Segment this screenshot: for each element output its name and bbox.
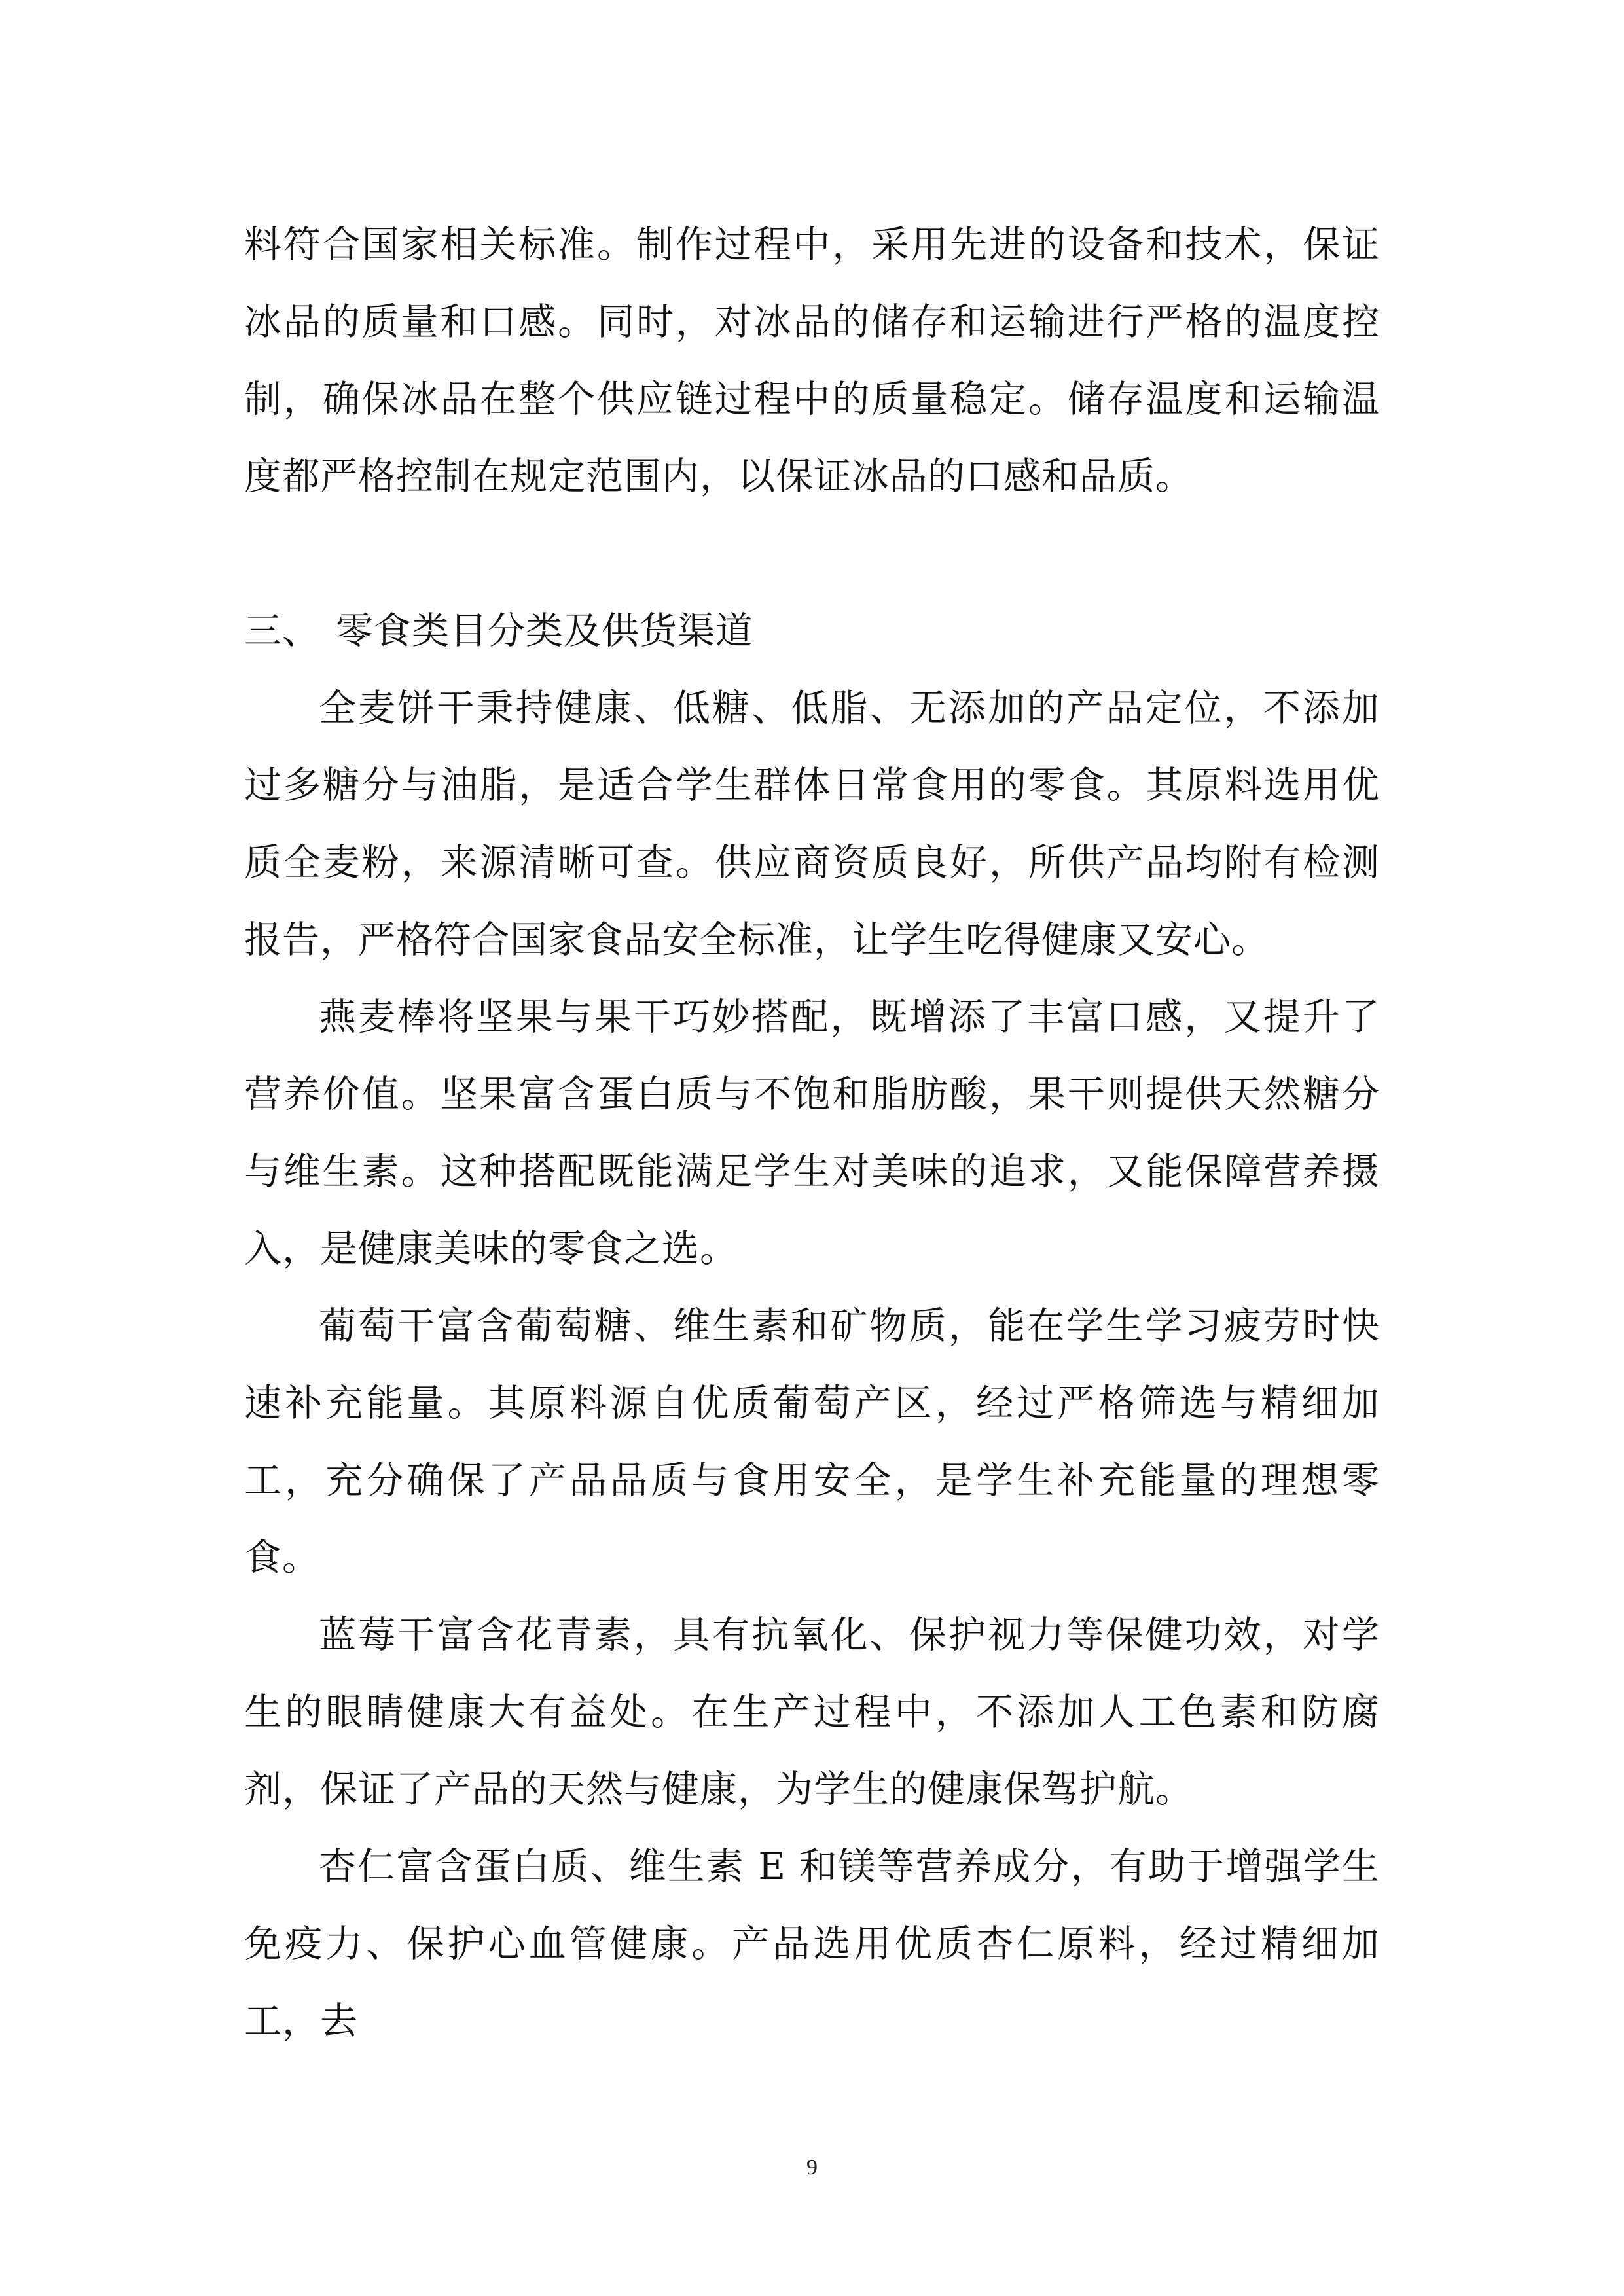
body-text: [244, 206, 1380, 2060]
section-heading: [244, 592, 1380, 670]
paragraph-raisin: 葡萄干富含葡萄糖、维生素和矿物质，能在学生学习疲劳时快速补充能量。其原料源自优质葡萄产区，经过严格筛选与精细加工，充分确保了产品品质与食用安全，是学生补充能量的理想零食。: [244, 1304, 1380, 1579]
section-title: 零食类目分类及供货渠道: [336, 609, 753, 653]
paragraph-whole-wheat-biscuit: 全麦饼干秉持健康、低糖、低脂、无添加的产品定位，不添加过多糖分与油脂，是适合学生群体日常食用的零食。其原料选用优质全麦粉，来源清晰可查。供应商资质良好，所供产品均附有检测报告，严格符合国家食品安全标准，让学生吃得健康又安心。: [244, 687, 1380, 961]
paragraph-oat-bar: 燕麦棒将坚果与果干巧妙搭配，既增添了丰富口感，又提升了营养价值。坚果富含蛋白质与不饱和脂肪酸，果干则提供天然糖分与维生素。这种搭配既能满足学生对美味的追求，又能保障营养摄入，是健康美味的零食之选。: [244, 996, 1380, 1270]
page-number: 9: [806, 2155, 818, 2179]
paragraph-dried-blueberry: 蓝莓干富含花青素，具有抗氧化、保护视力等保健功效，对学生的眼睛健康大有益处。在生产过程中，不添加人工色素和防腐剂，保证了产品的天然与健康，为学生的健康保驾护航。: [244, 1613, 1380, 1811]
paragraph-almond: 杏仁富含蛋白质、维生素 E 和镁等营养成分，有助于增强学生免疫力、保护心血管健康。产品选用优质杏仁原料，经过精细加工，去: [244, 1845, 1380, 2043]
section-spacer: [244, 515, 1380, 592]
paragraph-continued: 料符合国家相关标准。制作过程中，采用先进的设备和技术，保证冰品的质量和口感。同时，对冰品的储存和运输进行严格的温度控制，确保冰品在整个供应链过程中的质量稳定。储存温度和运输温度都严格控制在规定范围内，以保证冰品的口感和品质。: [244, 223, 1380, 498]
section-number: 三、: [244, 609, 320, 653]
